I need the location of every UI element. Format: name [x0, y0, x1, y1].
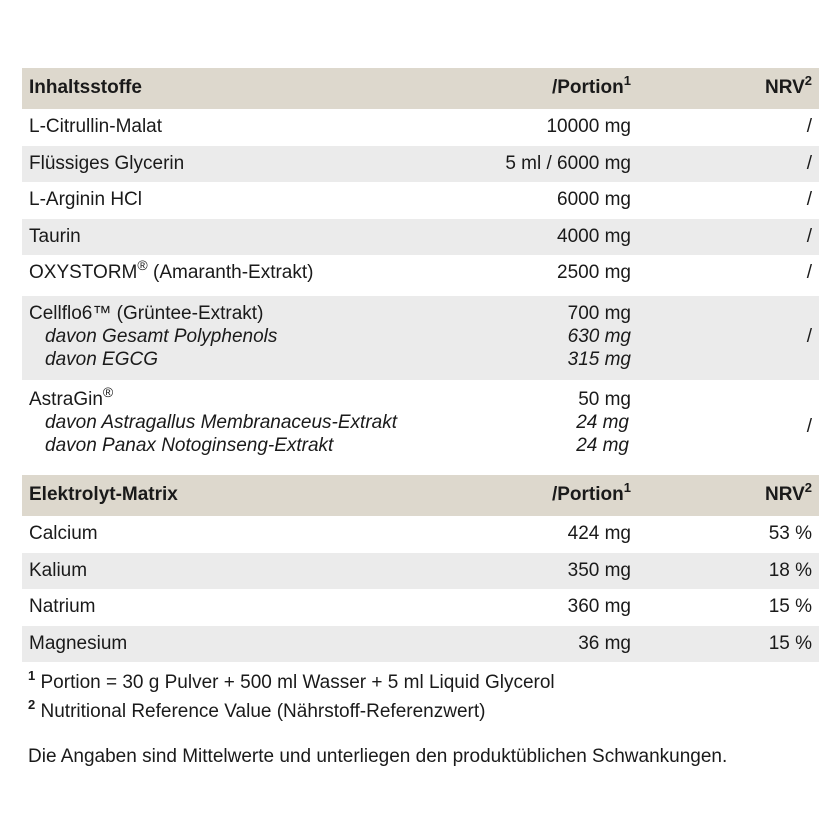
ingredient-name: Flüssiges Glycerin — [29, 152, 185, 174]
table-row — [22, 516, 819, 553]
ingredient-amount: 700 mg 630 mg 315 mg — [462, 302, 631, 371]
table-row — [22, 553, 819, 590]
sub-ingredient-name: davon Astragallus Membranaceus-Extrakt — [45, 412, 398, 433]
registered-mark: ® — [137, 256, 148, 273]
footnote-mark: 2 — [28, 696, 36, 712]
footnote: $^2$ Nutritional Reference Value (Nährstoff-Referenzwert) — [28, 696, 486, 722]
sub-ingredient-name: davon Gesamt Polyphenols — [45, 326, 278, 347]
sub-ingredient-amount: 315 mg — [567, 349, 631, 370]
ingredient-amount: 6000 mg — [557, 189, 631, 210]
table-row — [22, 109, 819, 146]
table-row — [22, 380, 819, 475]
electrolyte-nrv: 15 % — [768, 632, 812, 654]
ingredient-nrv: / — [806, 116, 812, 137]
sub-ingredient-amount: 24 mg — [576, 435, 629, 456]
sub-ingredient-name: davon Panax Notoginseng-Extrakt — [45, 435, 334, 456]
footnotes — [28, 668, 555, 726]
ingredient-nrv: / — [806, 262, 812, 283]
ingredient-amount: 50 mg 24 mg 24 mg — [462, 388, 631, 457]
electrolyte-nrv: 18 % — [768, 559, 812, 581]
disclaimer: Die Angaben sind Mittelwerte und unterliegen den produktüblichen Schwankungen. — [28, 746, 728, 767]
sub-ingredient-name: davon EGCG — [45, 349, 158, 370]
electrolytes-header-name: Elektrolyt-Matrix — [29, 484, 178, 505]
ingredient-name: L-Citrullin-Malat — [29, 116, 163, 137]
ingredient-amount: 2500 mg — [557, 262, 631, 283]
sub-ingredient-amount: 24 mg — [576, 412, 629, 433]
table-row — [22, 219, 819, 256]
table-row — [22, 296, 819, 380]
electrolyte-amount: 36 mg — [578, 632, 631, 654]
ingredient-name: L-Arginin HCl — [29, 189, 142, 210]
electrolyte-name: Natrium — [29, 596, 96, 617]
electrolytes-header-amount: /Portion$^1$ — [551, 479, 631, 505]
ingredients-header-row — [22, 68, 819, 109]
nutrition-table — [22, 68, 819, 662]
table-row — [22, 182, 819, 219]
electrolyte-amount: 360 mg — [567, 596, 631, 617]
electrolyte-name: Magnesium — [29, 632, 128, 654]
electrolyte-name: Calcium — [29, 523, 98, 544]
ingredient-nrv: / — [806, 225, 812, 247]
ingredient-nrv: / — [806, 152, 812, 174]
ingredients-header-nrv: NRV$^2$ — [764, 72, 812, 98]
ingredient-nrv: / — [806, 326, 812, 347]
ingredient-amount: 5 ml / 6000 mg — [505, 152, 631, 174]
electrolytes-header-nrv: NRV$^2$ — [764, 479, 812, 505]
ingredient-amount: 10000 mg — [546, 116, 631, 137]
table-row — [22, 255, 819, 296]
ingredients-header-name: Inhaltsstoffe — [29, 77, 142, 98]
electrolyte-amount: 424 mg — [567, 523, 631, 544]
footnote-mark: 1 — [28, 667, 36, 683]
registered-mark: ® — [102, 383, 114, 400]
ingredient-name: Cellflo6™ (Grüntee-Extrakt) davon Gesamt Polyphenols davon EGCG — [22, 302, 462, 371]
table-row — [22, 589, 819, 626]
electrolyte-nrv: 53 % — [768, 523, 812, 544]
electrolyte-nrv: 15 % — [768, 596, 812, 617]
electrolyte-amount: 350 mg — [567, 559, 631, 581]
ingredient-nrv: / — [806, 189, 812, 210]
table-row — [22, 626, 819, 663]
electrolyte-name: Kalium — [29, 559, 88, 581]
ingredient-name: OXYSTORM® (Amaranth-Extrakt) — [29, 256, 314, 283]
ingredient-name: AstraGin® davon Astragallus Membranaceus-Extrakt davon Panax Notoginseng-Extrakt — [22, 388, 462, 457]
ingredient-nrv: / — [806, 416, 812, 437]
footnote: $^1$ Portion = 30 g Pulver + 500 ml Wasser + 5 ml Liquid Glycerol — [28, 667, 555, 693]
ingredients-header-amount: /Portion$^1$ — [551, 72, 631, 98]
table-row — [22, 146, 819, 183]
electrolytes-header-row — [22, 475, 819, 516]
ingredient-name: Taurin — [29, 225, 81, 247]
ingredient-amount: 4000 mg — [557, 225, 631, 247]
sub-ingredient-amount: 630 mg — [567, 326, 631, 347]
